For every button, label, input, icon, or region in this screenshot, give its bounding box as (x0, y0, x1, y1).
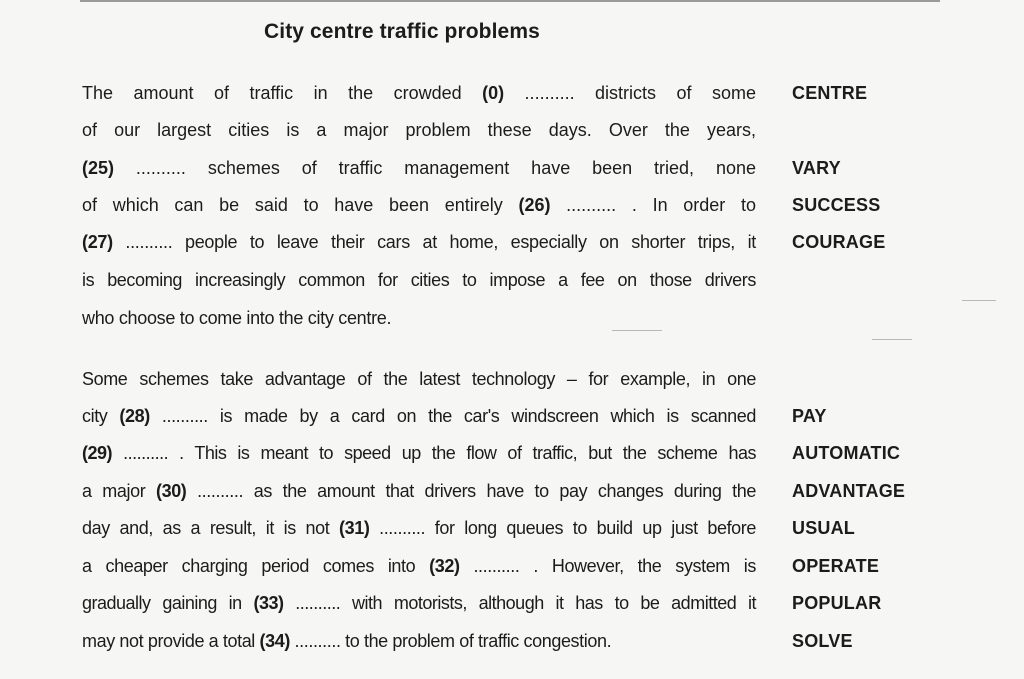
gap-number: (27) (82, 232, 113, 252)
stem-word: CENTRE (792, 83, 868, 103)
text-line: a cheaper charging period comes into (32) .......... . However, the system is (82, 556, 756, 576)
stem-word: AUTOMATIC (792, 443, 901, 463)
text-line: may not provide a total (34) .......... to the problem of traffic congestion. (82, 631, 612, 651)
stem-word: PAY (792, 406, 827, 426)
top-rule (80, 0, 940, 2)
gap-number: (29) (82, 443, 113, 463)
stem-word: USUAL (792, 518, 855, 538)
text-line: of our largest cities is a major problem these days. Over the years, (82, 120, 756, 140)
gap-number: (30) (155, 481, 187, 501)
page-title: City centre traffic problems (264, 20, 540, 43)
gap-number: (34) (259, 631, 290, 651)
text-line: The amount of traffic in the crowded (0) .......... districts of some (82, 83, 757, 103)
text-line: day and, as a result, it is not (31) .......... for long queues to build up just before (82, 518, 756, 538)
gap-number: (0) (482, 83, 505, 103)
gap-number: (31) (339, 518, 370, 538)
stem-word: COURAGE (792, 232, 886, 252)
text-line: of which can be said to have been entirely (26) .......... . In order to (82, 195, 757, 215)
gap-number: (25) (82, 158, 115, 178)
scan-speck (612, 330, 662, 331)
text-line: (25) .......... schemes of traffic management have been tried, none (82, 158, 756, 178)
gap-number: (32) (429, 556, 460, 576)
text-line: is becoming increasingly common for cities to impose a fee on those drivers (82, 270, 756, 290)
scan-speck (872, 339, 912, 340)
stem-word: OPERATE (792, 556, 880, 576)
text-line: city (28) .......... is made by a card on the car's windscreen which is scanned (82, 406, 756, 426)
stem-word: POPULAR (792, 593, 882, 613)
text-line: (29) .......... . This is meant to speed up the flow of traffic, but the scheme has (82, 443, 756, 463)
stem-word: SUCCESS (792, 195, 881, 215)
text-line: Some schemes take advantage of the latest technology – for example, in one (82, 369, 756, 389)
text-line: a major (30) .......... as the amount that drivers have to pay changes during the (82, 481, 756, 501)
gap-number: (28) (119, 406, 150, 426)
text-line: gradually gaining in (33) .......... with motorists, although it has to be admitted it (82, 593, 756, 613)
text-line: who choose to come into the city centre. (82, 308, 392, 328)
gap-number: (33) (253, 593, 284, 613)
gap-number: (26) (518, 195, 551, 215)
scan-speck (962, 300, 996, 301)
stem-word: VARY (792, 158, 841, 178)
stem-word: SOLVE (792, 631, 853, 651)
text-line: (27) .......... people to leave their cars at home, especially on shorter trips, it (82, 232, 756, 252)
stem-word: ADVANTAGE (792, 481, 906, 501)
